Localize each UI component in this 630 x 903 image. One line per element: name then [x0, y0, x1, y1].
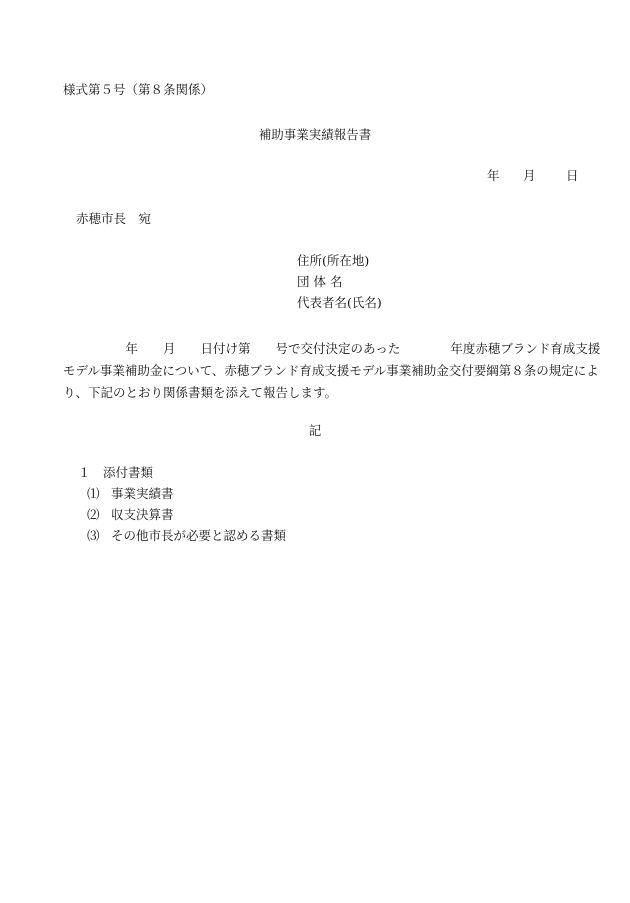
- addressee: 赤穂市長 宛: [76, 211, 152, 226]
- attachments-heading: １ 添付書類: [78, 465, 154, 480]
- date-day: 日: [565, 168, 579, 183]
- applicant-group-name-label: 団 体 名: [297, 274, 343, 289]
- body-line-1-text: 年 月 日付け第 号で交付決定のあった 年度赤穂ブランド育成支援: [125, 341, 601, 356]
- attachment-label: 事業実績書: [111, 486, 174, 501]
- body-line-3: り、下記のとおり関係書類を添えて報告します。: [63, 385, 338, 400]
- date-year: 年: [487, 168, 500, 183]
- attachment-label: その他市長が必要と認める書類: [111, 528, 287, 543]
- attachment-label: 収支決算書: [111, 507, 174, 522]
- attachment-item: [87, 486, 174, 502]
- applicant-representative-label: 代表者名(氏名): [297, 295, 382, 310]
- body-line-2: モデル事業補助金について、赤穂ブランド育成支援モデル事業補助金交付要綱第８条の規定によ: [63, 363, 599, 378]
- report-body: [63, 338, 601, 404]
- attachment-item: [87, 507, 174, 523]
- document-title: 補助事業実績報告書: [258, 127, 372, 142]
- ki-heading: 記: [308, 423, 322, 438]
- date-line: [487, 168, 578, 184]
- body-indent: [63, 341, 126, 356]
- applicant-address-label: 住所(所在地): [297, 253, 370, 268]
- body-line-1: [63, 338, 601, 360]
- attachment-number: ⑴: [87, 486, 100, 501]
- attachment-number: ⑵: [87, 507, 100, 522]
- form-number: 様式第５号（第８条関係）: [63, 82, 214, 97]
- attachment-number: ⑶: [87, 528, 100, 543]
- attachment-item: [87, 528, 286, 544]
- date-month: 月: [522, 168, 536, 183]
